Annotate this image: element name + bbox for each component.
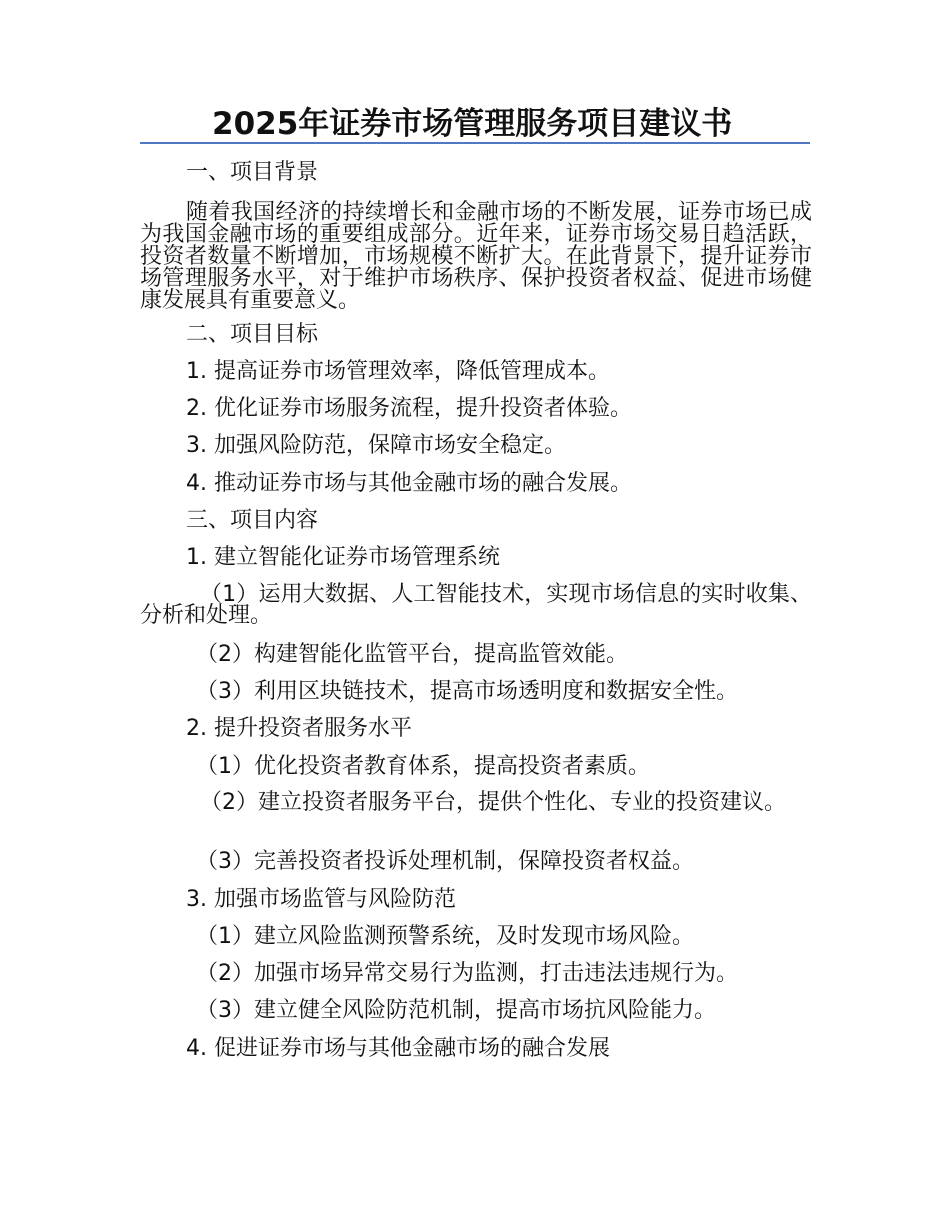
content-item-2-2: （2）建立投资者服务平台，提供个性化、专业的投资建议。 [200,790,786,815]
content-item-1-title: 1. 建立智能化证券市场管理系统 [186,545,500,570]
document-title-block [140,104,810,144]
goal-item-2: 2. 优化证券市场服务流程，提升投资者体验。 [186,396,632,421]
content-item-2-3: （3）完善投资者投诉处理机制，保障投资者权益。 [196,849,694,874]
content-item-2-1: （1）优化投资者教育体系，提高投资者素质。 [196,754,650,779]
content-item-3-1: （1）建立风险监测预警系统，及时发现市场风险。 [196,924,694,949]
content-item-4-title: 4. 促进证券市场与其他金融市场的融合发展 [186,1036,610,1061]
background-paragraph: 随着我国经济的持续增长和金融市场的不断发展，证券市场已成为我国金融市场的重要组成部分。近年来，证券市场交易日趋活跃，投资者数量不断增加，市场规模不断扩大。在此背景下，提升证券市场管理服务水平，对于维护市场秩序、保护投资者权益、促进市场健康发展具有重要意义。 [140,200,812,313]
goal-item-4: 4. 推动证券市场与其他金融市场的融合发展。 [186,471,632,496]
goal-item-3: 3. 加强风险防范，保障市场安全稳定。 [186,433,566,458]
section-heading-content: 三、项目内容 [186,508,319,533]
content-item-1-1: （1）运用大数据、人工智能技术，实现市场信息的实时收集、分析和处理。 [140,582,812,628]
content-item-3-3: （3）建立健全风险防范机制，提高市场抗风险能力。 [196,998,716,1023]
document-title: 2025年证券市场管理服务项目建议书 [212,106,733,142]
content-item-1-3: （3）利用区块链技术，提高市场透明度和数据安全性。 [196,679,738,704]
content-item-2-title: 2. 提升投资者服务水平 [186,716,412,741]
content-item-1-2: （2）构建智能化监管平台，提高监管效能。 [196,642,628,667]
section-heading-background: 一、项目背景 [186,160,319,185]
content-item-3-title: 3. 加强市场监管与风险防范 [186,887,456,912]
section-heading-goals: 二、项目目标 [186,322,319,347]
content-item-3-2: （2）加强市场异常交易行为监测，打击违法违规行为。 [196,961,738,986]
goal-item-1: 1. 提高证券市场管理效率，降低管理成本。 [186,359,610,384]
